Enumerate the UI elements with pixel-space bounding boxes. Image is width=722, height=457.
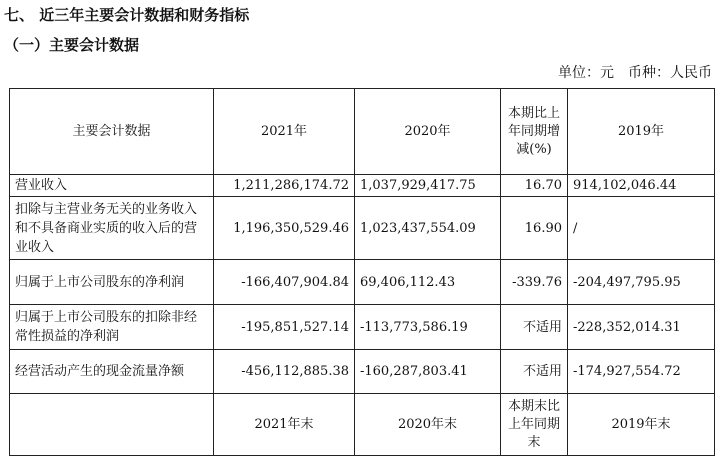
cell-2020: 1,023,437,554.09 — [355, 197, 501, 260]
header-change: 本期比上年同期增减(%) — [501, 89, 568, 175]
table-footer-header-row — [10, 394, 715, 456]
cell-change: 16.70 — [501, 175, 568, 197]
table-header-row — [10, 89, 715, 175]
cell-2019: / — [568, 197, 715, 260]
section-subtitle: （一）主要会计数据 — [4, 36, 140, 54]
cell-2019: -228,352,014.31 — [568, 305, 715, 350]
row-label: 归属于上市公司股东的扣除非经常性损益的净利润 — [10, 305, 214, 350]
header-2021: 2021年 — [214, 89, 355, 175]
cell-change: 不适用 — [501, 305, 568, 350]
cell-2020: 1,037,929,417.75 — [355, 175, 501, 197]
cell-change: -339.76 — [501, 260, 568, 305]
cell-change: 16.90 — [501, 197, 568, 260]
table-row — [10, 260, 715, 305]
cell-2020: 69,406,112.43 — [355, 260, 501, 305]
footer-header-2020: 2020年末 — [355, 394, 501, 456]
accounting-data-table — [9, 88, 715, 456]
footer-header-item — [10, 394, 214, 456]
cell-2021: -166,407,904.84 — [214, 260, 355, 305]
cell-2020: -113,773,586.19 — [355, 305, 501, 350]
header-item: 主要会计数据 — [10, 89, 214, 175]
cell-2021: 1,211,286,174.72 — [214, 175, 355, 197]
header-2020: 2020年 — [355, 89, 501, 175]
cell-2021: 1,196,350,529.46 — [214, 197, 355, 260]
cell-2020: -160,287,803.41 — [355, 350, 501, 394]
cell-2019: -174,927,554.72 — [568, 350, 715, 394]
cell-2019: 914,102,046.44 — [568, 175, 715, 197]
cell-2021: -195,851,527.14 — [214, 305, 355, 350]
cell-2019: -204,497,795.95 — [568, 260, 715, 305]
header-2019: 2019年 — [568, 89, 715, 175]
cell-change: 不适用 — [501, 350, 568, 394]
row-label: 扣除与主营业务无关的业务收入和不具备商业实质的收入后的营业收入 — [10, 197, 214, 260]
table-row — [10, 305, 715, 350]
unit-currency-line: 单位：元 币种：人民币 — [558, 65, 712, 81]
table-row — [10, 175, 715, 197]
table-row — [10, 350, 715, 394]
section-title: 七、 近三年主要会计数据和财务指标 — [4, 6, 250, 24]
footer-header-change: 本期末比上年同期末 — [501, 394, 568, 456]
row-label: 经营活动产生的现金流量净额 — [10, 350, 214, 394]
table-row — [10, 197, 715, 260]
cell-2021: -456,112,885.38 — [214, 350, 355, 394]
footer-header-2021: 2021年末 — [214, 394, 355, 456]
footer-header-2019: 2019年末 — [568, 394, 715, 456]
row-label: 营业收入 — [10, 175, 214, 197]
row-label: 归属于上市公司股东的净利润 — [10, 260, 214, 305]
